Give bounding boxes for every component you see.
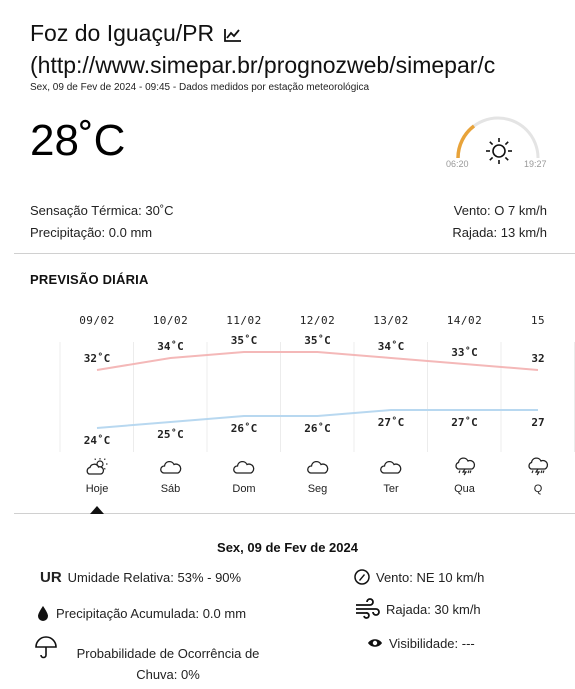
forecast-day-name: Ter (383, 483, 399, 495)
rain-prob-line1: Probabilidade de Ocorrência de (76, 646, 260, 661)
forecast-max-temp: 33˚C (451, 346, 478, 359)
forecast-day[interactable] (501, 300, 575, 510)
header (30, 18, 575, 93)
humidity-text: Umidade Relativa: 53% - 90% (67, 570, 242, 585)
forecast-max-temp: 34˚C (377, 340, 405, 353)
current-info-right (452, 200, 547, 244)
rain-prob-row (34, 636, 64, 663)
cloud-icon (379, 458, 403, 476)
forecast-max-temp: 35˚C (304, 334, 331, 347)
sun-icon (484, 136, 514, 171)
thunderstorm-icon (453, 458, 477, 476)
trending-chart-icon[interactable] (223, 20, 243, 50)
detail-gust-text: Rajada: 30 km/h (386, 601, 481, 617)
ur-icon: UR (40, 569, 62, 586)
forecast-day-name: Sáb (160, 483, 181, 495)
visibility-row (367, 636, 475, 652)
wind-gust-icon (354, 600, 380, 621)
precip-acc-row (36, 605, 246, 624)
detail-date: Sex, 09 de Fev de 2024 (217, 540, 358, 555)
cloud-icon (159, 458, 183, 476)
detail-wind-row (354, 569, 484, 588)
forecast-max-temp: 35˚C (230, 334, 258, 347)
forecast-day[interactable] (134, 300, 208, 510)
measurement-info: Sex, 09 de Fev de 2024 - 09:45 - Dados medidos por estação meteorológica (30, 81, 370, 93)
humidity-row (40, 569, 241, 586)
precip-acc-text: Precipitação Acumulada: 0.0 mm (56, 605, 247, 621)
detail-gust-row (354, 600, 481, 621)
forecast-date: 15 (530, 314, 546, 327)
forecast-date: 14/02 (446, 314, 483, 327)
forecast-min-temp: 25˚C (157, 428, 184, 441)
raindrop-icon (36, 605, 50, 624)
source-url[interactable]: (http://www.simepar.br/prognozweb/simepar/c (30, 51, 496, 78)
daily-forecast-title: PREVISÃO DIÁRIA (30, 272, 149, 287)
sunset-time: 19:27 (524, 159, 547, 169)
eye-icon (367, 637, 383, 652)
forecast-min-temp: 26˚C (230, 422, 258, 435)
current-temperature: 28˚C (30, 116, 126, 165)
forecast-day[interactable] (354, 300, 428, 510)
forecast-day-name: Seg (307, 483, 328, 495)
rain-prob-text (68, 643, 268, 685)
forecast-day-name: Hoje (85, 483, 109, 495)
forecast-min-temp: 27˚C (377, 416, 405, 429)
forecast-max-temp: 32 (531, 352, 545, 365)
forecast-day[interactable] (60, 300, 134, 510)
city-name: Foz do Iguaçu/PR (30, 20, 215, 46)
forecast-min-temp: 26˚C (304, 422, 331, 435)
rain-prob-line2: Chuva: 0% (136, 667, 200, 682)
forecast-day-name: Dom (232, 483, 256, 495)
forecast-day-name: Q (533, 483, 543, 495)
forecast-date: 09/02 (79, 314, 115, 327)
forecast-max-temp: 34˚C (157, 340, 184, 353)
detail-wind-text: Vento: NE 10 km/h (376, 569, 485, 585)
gust: Rajada: 13 km/h (452, 225, 547, 240)
forecast-day[interactable] (428, 300, 502, 510)
forecast-min-temp: 27˚C (451, 416, 478, 429)
visibility-text: Visibilidade: --- (389, 636, 475, 651)
compass-icon (354, 569, 370, 588)
forecast-date: 11/02 (226, 314, 262, 327)
daily-forecast-strip[interactable] (60, 300, 546, 510)
thunderstorm-icon (526, 458, 550, 476)
forecast-day-name: Qua (454, 483, 475, 495)
wind: Vento: O 7 km/h (453, 203, 547, 218)
partly-cloudy-sun-icon (85, 458, 109, 476)
sunrise-time: 06:20 (446, 159, 469, 169)
forecast-day[interactable] (207, 300, 281, 510)
umbrella-icon (34, 636, 58, 663)
forecast-min-temp: 27 (531, 416, 545, 429)
sun-widget (444, 112, 552, 176)
city-title (30, 18, 575, 50)
feels-like: Sensação Térmica: 30˚C (30, 203, 174, 218)
forecast-min-temp: 24˚C (83, 434, 111, 447)
cloud-icon (306, 458, 330, 476)
current-info-left (30, 200, 174, 244)
precipitation: Precipitação: 0.0 mm (30, 225, 153, 240)
forecast-max-temp: 32˚C (83, 352, 111, 365)
cloud-icon (232, 458, 256, 476)
forecast-date: 10/02 (152, 314, 189, 327)
forecast-date: 13/02 (373, 314, 409, 327)
forecast-date: 12/02 (299, 314, 336, 327)
forecast-day[interactable] (281, 300, 355, 510)
divider (14, 253, 575, 254)
selected-day-caret (90, 506, 104, 514)
